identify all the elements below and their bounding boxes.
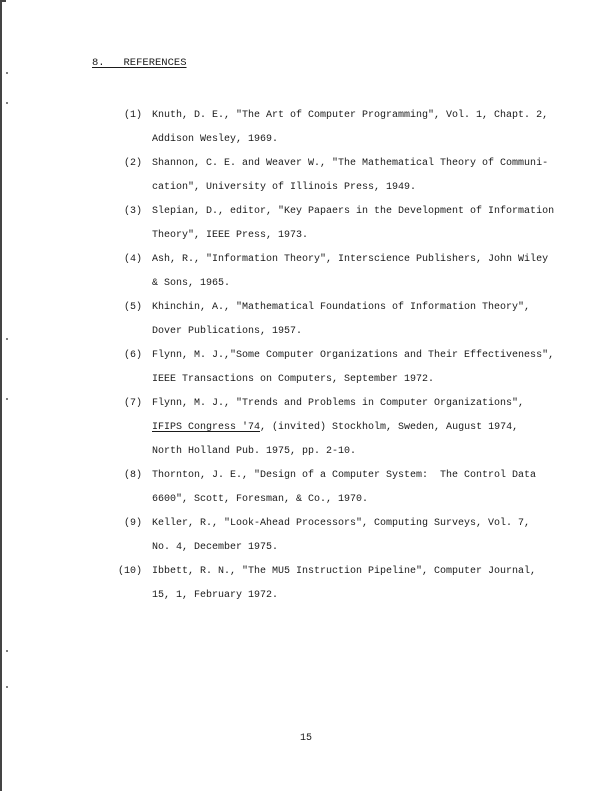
reference-number: (3) (123, 206, 142, 217)
reference-number: (7) (123, 398, 142, 409)
reference-line: Addison Wesley, 1969. (152, 134, 279, 145)
reference-number: (4) (123, 254, 142, 265)
reference-line: North Holland Pub. 1975, pp. 2-10. (152, 446, 357, 457)
reference-item (0, 296, 612, 344)
reference-item (0, 560, 612, 608)
scan-speck (6, 72, 8, 74)
reference-item (0, 152, 612, 200)
reference-line: Shannon, C. E. and Weaver W., "The Mathematical Theory of Communi- (152, 158, 549, 169)
reference-line: Ash, R., "Information Theory", Interscience Publishers, John Wiley (152, 254, 549, 265)
reference-line: Knuth, D. E., "The Art of Computer Programming", Vol. 1, Chapt. 2, (152, 110, 549, 121)
scan-edge-top (0, 0, 6, 2)
reference-number: (5) (123, 302, 142, 313)
reference-number: (6) (123, 350, 142, 361)
reference-line: Dover Publications, 1957. (152, 326, 303, 337)
reference-line: Slepian, D., editor, "Key Papaers in the Development of Information (152, 206, 555, 217)
reference-list (0, 104, 612, 608)
reference-number: (9) (123, 518, 142, 529)
reference-line: IEEE Transactions on Computers, September 1972. (152, 374, 435, 385)
reference-item (0, 248, 612, 296)
reference-item (0, 200, 612, 248)
reference-line: cation", University of Illinois Press, 1949. (152, 182, 417, 193)
reference-item (0, 512, 612, 560)
reference-line: & Sons, 1965. (152, 278, 231, 289)
reference-line: 6600", Scott, Foresman, & Co., 1970. (152, 494, 369, 505)
reference-number: (8) (123, 470, 142, 481)
scan-speck (6, 686, 8, 688)
reference-item (0, 344, 612, 392)
reference-line: Flynn, M. J.,"Some Computer Organizations and Their Effectiveness", (152, 350, 555, 361)
reference-line: Ibbett, R. N., "The MU5 Instruction Pipeline", Computer Journal, (152, 566, 537, 577)
reference-number: (2) (123, 158, 142, 169)
reference-item (0, 392, 612, 464)
reference-line: Thornton, J. E., "Design of a Computer System: The Control Data (152, 470, 537, 481)
reference-line-text: , (invited) Stockholm, Sweden, August 1974, (260, 422, 519, 433)
reference-line (152, 416, 612, 440)
underlined-title: IFIPS Congress '74 (152, 422, 261, 433)
reference-number: (1) (123, 110, 142, 121)
reference-line: Theory", IEEE Press, 1973. (152, 230, 309, 241)
reference-line: 15, 1, February 1972. (152, 590, 279, 601)
section-heading: 8. REFERENCES (92, 57, 187, 69)
reference-number: (10) (117, 566, 142, 577)
page-number: 15 (299, 733, 312, 744)
reference-line: No. 4, December 1975. (152, 542, 279, 553)
scan-speck (6, 650, 8, 652)
reference-line: Khinchin, A., "Mathematical Foundations of Information Theory", (152, 302, 531, 313)
reference-line: Flynn, M. J., "Trends and Problems in Computer Organizations", (152, 398, 525, 409)
reference-item (0, 104, 612, 152)
reference-item (0, 464, 612, 512)
reference-line: Keller, R., "Look-Ahead Processors", Computing Surveys, Vol. 7, (152, 518, 531, 529)
